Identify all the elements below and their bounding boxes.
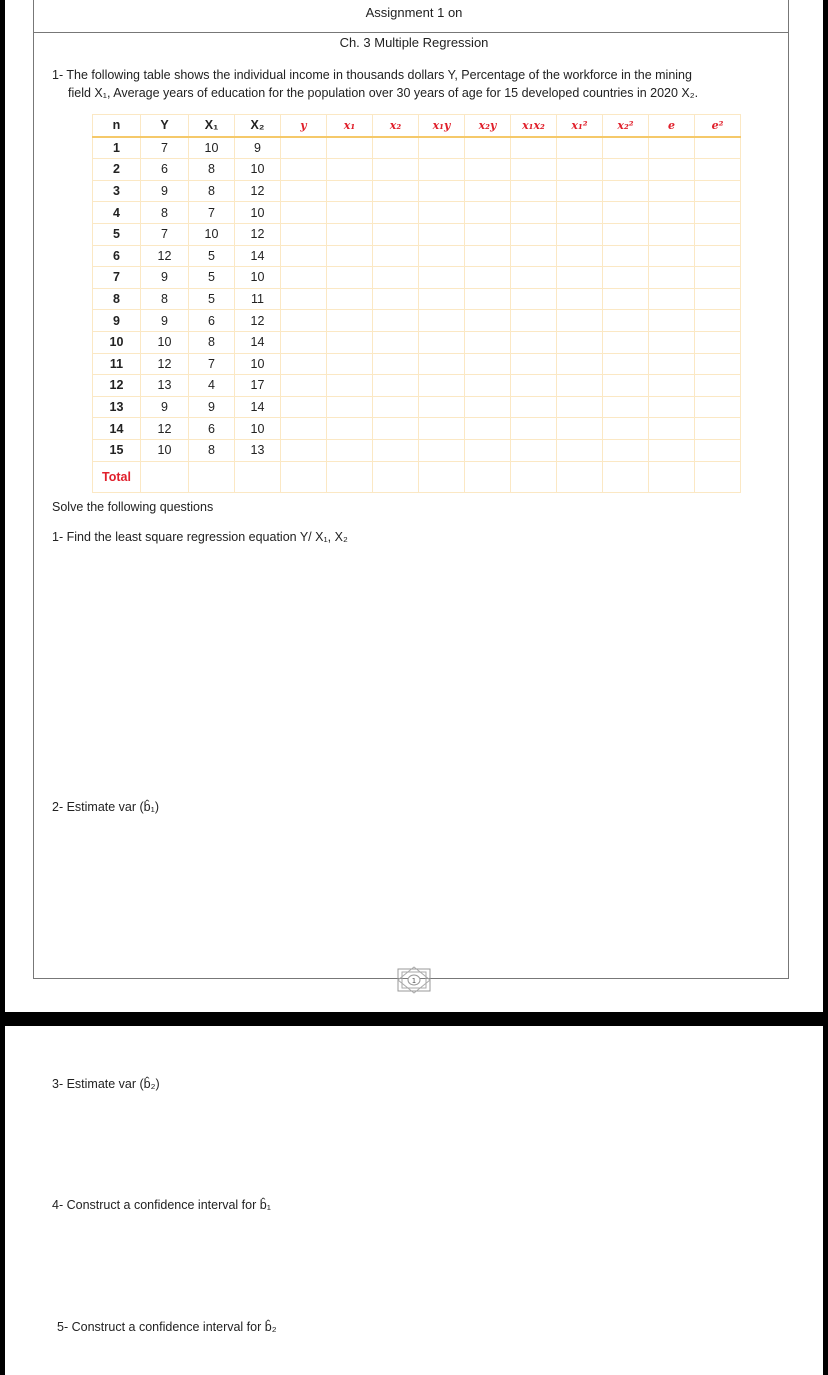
table-cell: 10 [235,418,281,440]
table-cell: 10 [235,202,281,224]
table-cell: 6 [189,418,235,440]
table-cell: 7 [141,137,189,159]
table-cell: 17 [235,375,281,397]
empty-cell [465,375,511,397]
row-index: 14 [93,418,141,440]
row-index: 8 [93,288,141,310]
total-row [93,461,741,492]
table-cell: 9 [189,396,235,418]
table-cell: 10 [235,267,281,289]
empty-cell [511,396,557,418]
table-cell: 8 [141,202,189,224]
empty-cell [465,418,511,440]
table-row [93,439,741,461]
assignment-title: Assignment 1 on [365,5,463,20]
empty-cell [649,418,695,440]
page-number: 1 [411,977,417,985]
table-cell: 12 [235,223,281,245]
table-cell: 12 [235,180,281,202]
question-5: 5- Construct a confidence interval for b̂₂ [57,1320,277,1334]
row-index: 13 [93,396,141,418]
empty-cell [557,396,603,418]
table-cell: 7 [141,223,189,245]
header-x2-sq: x₂² [603,115,649,137]
empty-cell [695,439,741,461]
table-cell: 10 [189,137,235,159]
empty-cell [511,418,557,440]
row-index: 11 [93,353,141,375]
header-x2: X₂ [235,115,281,137]
total-label: Total [93,461,141,492]
empty-cell [603,418,649,440]
header-y-dev: y [281,115,327,137]
table-cell: 5 [189,245,235,267]
table-row [93,396,741,418]
row-index: 12 [93,375,141,397]
problem-line-1: 1- The following table shows the individual income in thousands dollars Y, Percentage of the workforce in the mining [52,68,692,82]
empty-cell [281,396,327,418]
empty-cell [281,375,327,397]
header-e: e [649,115,695,137]
row-index: 6 [93,245,141,267]
table-cell: 10 [141,439,189,461]
row-index: 7 [93,267,141,289]
table-cell: 12 [141,418,189,440]
empty-cell [281,418,327,440]
row-index: 5 [93,223,141,245]
row-index: 15 [93,439,141,461]
table-cell: 6 [141,159,189,181]
header-x1-dev: x₁ [327,115,373,137]
empty-cell [419,418,465,440]
table-cell: 9 [141,180,189,202]
table-cell: 13 [141,375,189,397]
empty-cell [603,375,649,397]
empty-cell [373,418,419,440]
table-cell: 4 [189,375,235,397]
empty-cell [695,418,741,440]
page-number-ornament [396,966,432,994]
empty-cell [281,439,327,461]
empty-cell [511,375,557,397]
empty-cell [695,396,741,418]
table-cell: 9 [141,310,189,332]
table-cell: 8 [141,288,189,310]
header-n: n [93,115,141,137]
questions-intro: Solve the following questions [52,500,214,514]
empty-cell [419,439,465,461]
header-x2y: x₂y [465,115,511,137]
empty-cell [649,396,695,418]
empty-cell [373,396,419,418]
table-cell: 9 [141,396,189,418]
header-x1-sq: x₁² [557,115,603,137]
row-index: 1 [93,137,141,159]
table-cell: 7 [189,353,235,375]
header-e-sq: e² [695,115,741,137]
table-cell: 10 [141,331,189,353]
table-row [93,375,741,397]
table-cell: 12 [141,353,189,375]
table-cell: 8 [189,180,235,202]
question-3: 3- Estimate var (b̂₂) [52,1077,160,1091]
table-cell: 11 [235,288,281,310]
question-4: 4- Construct a confidence interval for b̂₁ [52,1198,271,1212]
empty-cell [327,418,373,440]
header-x1x2: x₁x₂ [511,115,557,137]
row-index: 9 [93,310,141,332]
chapter-subtitle: Ch. 3 Multiple Regression [339,35,489,50]
header-x1: X₁ [189,115,235,137]
empty-cell [419,375,465,397]
row-index: 10 [93,331,141,353]
empty-cell [557,439,603,461]
empty-cell [649,439,695,461]
empty-cell [327,439,373,461]
row-index: 3 [93,180,141,202]
empty-cell [419,396,465,418]
empty-cell [695,375,741,397]
table-row [93,418,741,440]
table-cell: 14 [235,331,281,353]
table-cell: 13 [235,439,281,461]
table-cell: 10 [235,353,281,375]
empty-cell [465,439,511,461]
empty-cell [373,375,419,397]
table-cell: 5 [189,267,235,289]
header-x2-dev: x₂ [373,115,419,137]
table-cell: 10 [235,159,281,181]
page-2-border [33,32,789,363]
table-cell: 8 [189,159,235,181]
table-cell: 9 [235,137,281,159]
empty-cell [557,418,603,440]
question-1: 1- Find the least square regression equation Y/ X₁, X₂ [52,530,348,544]
empty-cell [603,396,649,418]
empty-cell [603,439,649,461]
table-cell: 8 [189,331,235,353]
empty-cell [557,375,603,397]
table-cell: 12 [235,310,281,332]
header-y: Y [141,115,189,137]
page-ornament-icon [396,966,432,994]
table-cell: 8 [189,439,235,461]
row-index: 4 [93,202,141,224]
row-index: 2 [93,159,141,181]
empty-cell [327,375,373,397]
empty-cell [649,375,695,397]
empty-cell [511,439,557,461]
table-cell: 12 [141,245,189,267]
table-cell: 9 [141,267,189,289]
empty-cell [327,396,373,418]
empty-cell [373,439,419,461]
question-2: 2- Estimate var (b̂₁) [52,800,160,814]
empty-cell [465,396,511,418]
table-cell: 10 [189,223,235,245]
table-cell: 7 [189,202,235,224]
table-cell: 14 [235,396,281,418]
table-cell: 5 [189,288,235,310]
problem-line-2: field X₁, Average years of education for the population over 30 years of age for 15 developed countries in 2020 X₂. [68,86,699,100]
table-cell: 14 [235,245,281,267]
header-x1y: x₁y [419,115,465,137]
table-cell: 6 [189,310,235,332]
